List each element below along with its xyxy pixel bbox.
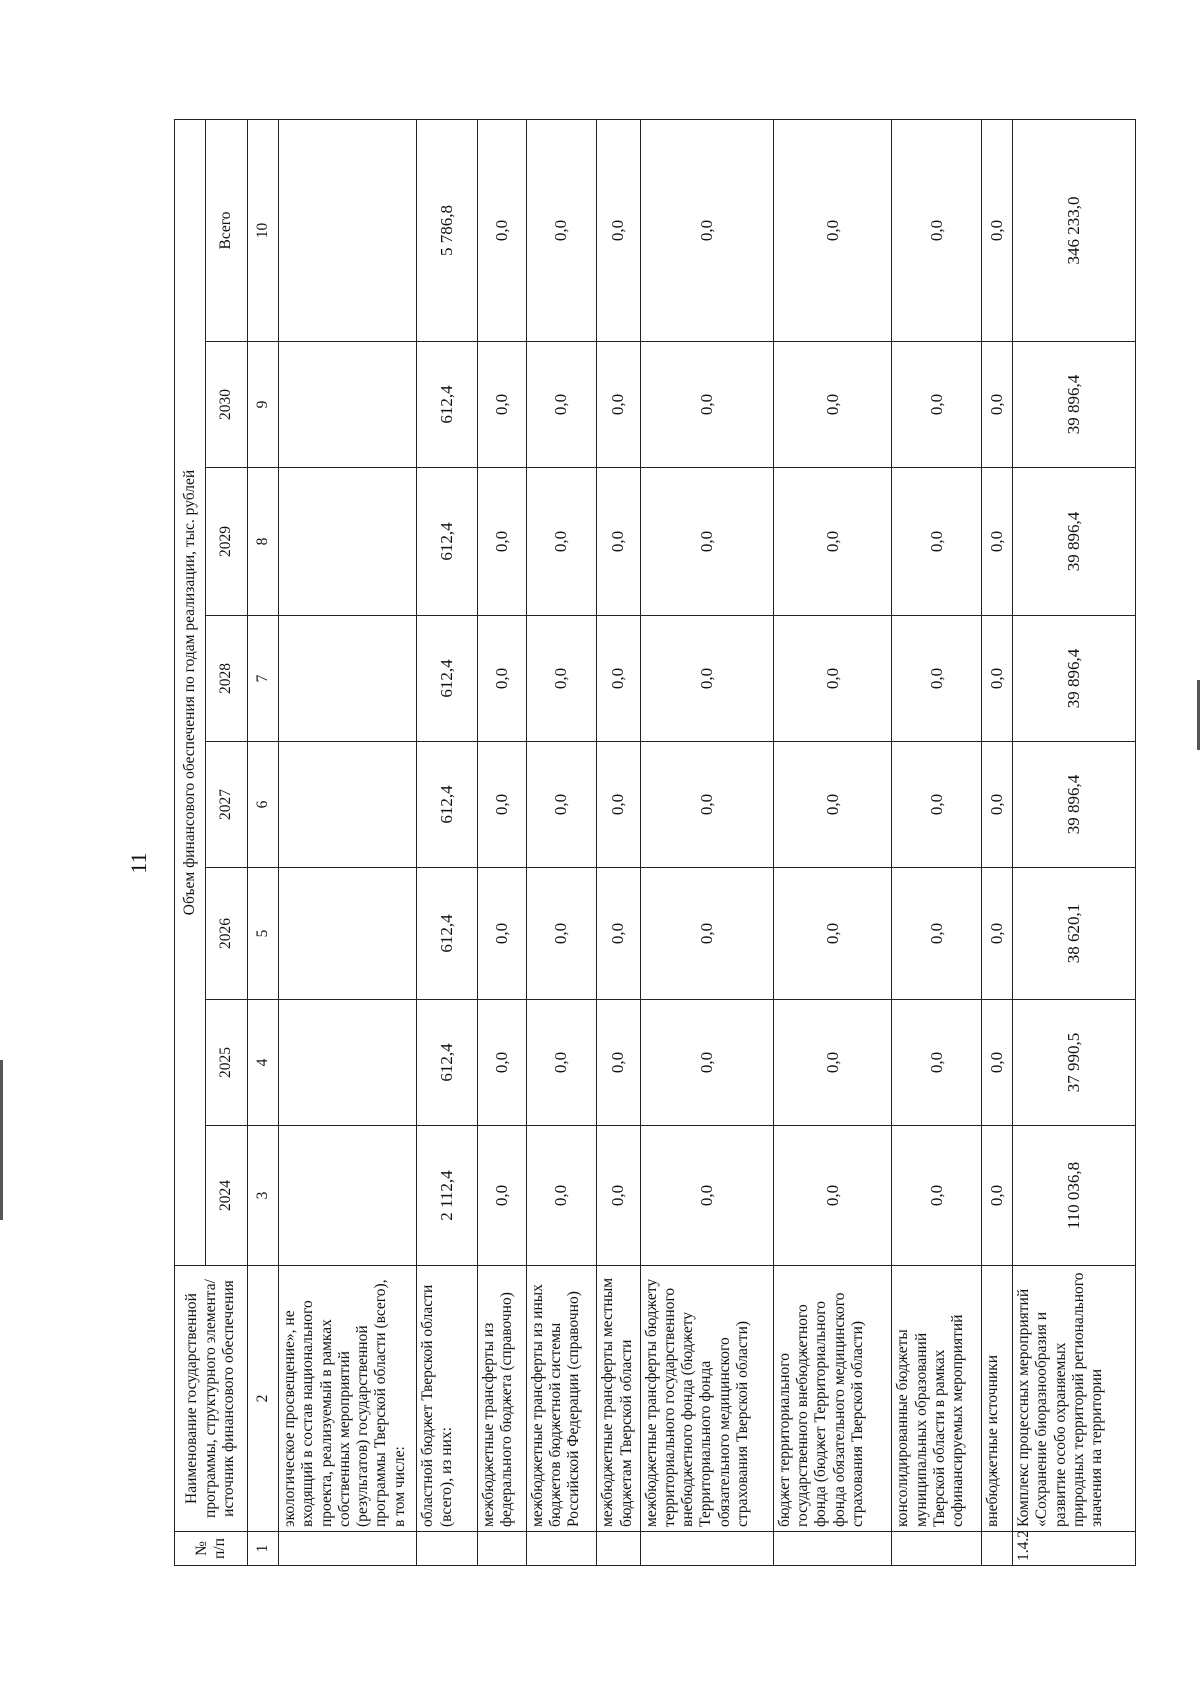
row-name: экологическое просвещение», не входящий в состав национального проекта, реализуемый в рамках собственных мероприятий (результатов) государственной программы Тверской области (всего), в том числе: <box>279 1266 417 1532</box>
row-number <box>417 1532 477 1566</box>
row-name: межбюджетные трансферты местным бюджетам Тверской области <box>597 1266 640 1532</box>
row-year-value <box>279 342 417 468</box>
row-year-value: 0,0 <box>597 742 640 868</box>
row-year-value: 0,0 <box>773 342 892 468</box>
header-total: Всего <box>206 120 248 342</box>
header-year-2024: 2024 <box>206 1126 248 1266</box>
row-number <box>477 1532 526 1566</box>
row-year-value <box>279 742 417 868</box>
row-year-value <box>279 616 417 742</box>
row-total-value: 0,0 <box>526 120 597 342</box>
row-name: межбюджетные трансферты бюджету территориального государственного внебюджетного фонда (бюджету Территориального фонда обязательного медицинского страхования Тверской области) <box>640 1266 773 1532</box>
row-year-value: 0,0 <box>773 1126 892 1266</box>
row-year-value: 0,0 <box>640 616 773 742</box>
table-row <box>477 120 526 1566</box>
row-number: 1.4.2 <box>1013 1532 1136 1566</box>
row-number <box>773 1532 892 1566</box>
row-year-value: 0,0 <box>597 1000 640 1126</box>
index-cell: 9 <box>247 342 278 468</box>
budget-table <box>174 119 1136 1566</box>
table-row <box>892 120 981 1566</box>
header-name: Наименование государственной программы, структурного элемента/источник финансового обеспечения <box>175 1266 248 1532</box>
index-cell: 4 <box>247 1000 278 1126</box>
row-year-value: 612,4 <box>417 868 477 1000</box>
row-year-value <box>279 1000 417 1126</box>
header-volume: Объем финансового обеспечения по годам реализации, тыс. рублей <box>175 120 206 1266</box>
row-year-value: 0,0 <box>477 468 526 616</box>
index-cell: 1 <box>247 1532 278 1566</box>
row-year-value: 0,0 <box>597 868 640 1000</box>
scan-mark <box>0 1060 3 1220</box>
row-year-value: 38 620,1 <box>1013 868 1136 1000</box>
row-year-value: 0,0 <box>526 742 597 868</box>
row-number <box>597 1532 640 1566</box>
header-year-2027: 2027 <box>206 742 248 868</box>
row-year-value: 612,4 <box>417 342 477 468</box>
row-year-value: 0,0 <box>477 1126 526 1266</box>
row-year-value: 0,0 <box>981 868 1012 1000</box>
row-year-value <box>279 868 417 1000</box>
row-year-value: 0,0 <box>892 1126 981 1266</box>
index-cell: 10 <box>247 120 278 342</box>
row-year-value: 0,0 <box>597 1126 640 1266</box>
row-name: Комплекс процессных мероприятий «Сохранение биоразнообразия и развитие особо охраняемых природных территорий регионального значения на территории <box>1013 1266 1136 1532</box>
row-name: областной бюджет Тверской области (всего), из них: <box>417 1266 477 1532</box>
header-year-2030: 2030 <box>206 342 248 468</box>
row-year-value: 0,0 <box>526 868 597 1000</box>
header-year-2026: 2026 <box>206 868 248 1000</box>
row-total-value: 0,0 <box>981 120 1012 342</box>
table-row <box>417 120 477 1566</box>
row-total-value: 5 786,8 <box>417 120 477 342</box>
index-cell: 7 <box>247 616 278 742</box>
row-year-value: 612,4 <box>417 742 477 868</box>
row-year-value: 0,0 <box>477 342 526 468</box>
row-total-value: 0,0 <box>597 120 640 342</box>
row-number <box>640 1532 773 1566</box>
row-year-value: 0,0 <box>640 868 773 1000</box>
row-year-value: 0,0 <box>981 616 1012 742</box>
header-year-2028: 2028 <box>206 616 248 742</box>
row-year-value: 0,0 <box>640 1126 773 1266</box>
row-year-value: 39 896,4 <box>1013 342 1136 468</box>
row-year-value: 612,4 <box>417 468 477 616</box>
row-name: межбюджетные трансферты из иных бюджетов бюджетной системы Российской Федерации (справочно) <box>526 1266 597 1532</box>
row-year-value: 0,0 <box>640 468 773 616</box>
row-year-value: 0,0 <box>773 468 892 616</box>
row-year-value: 0,0 <box>526 1126 597 1266</box>
row-year-value: 0,0 <box>773 616 892 742</box>
row-year-value: 39 896,4 <box>1013 616 1136 742</box>
table-row <box>279 120 417 1566</box>
row-number <box>526 1532 597 1566</box>
row-year-value: 0,0 <box>477 742 526 868</box>
row-year-value: 0,0 <box>526 1000 597 1126</box>
table-row <box>1013 120 1136 1566</box>
row-year-value: 0,0 <box>597 342 640 468</box>
row-year-value: 39 896,4 <box>1013 742 1136 868</box>
row-year-value: 0,0 <box>773 742 892 868</box>
row-total-value: 0,0 <box>640 120 773 342</box>
header-number: № п/п <box>175 1532 248 1566</box>
row-number <box>892 1532 981 1566</box>
row-total-value <box>279 120 417 342</box>
row-year-value: 0,0 <box>981 742 1012 868</box>
table-row <box>773 120 892 1566</box>
row-total-value: 0,0 <box>892 120 981 342</box>
row-year-value: 0,0 <box>640 342 773 468</box>
row-year-value: 0,0 <box>640 1000 773 1126</box>
row-year-value: 0,0 <box>892 342 981 468</box>
index-cell: 2 <box>247 1266 278 1532</box>
row-year-value: 0,0 <box>526 468 597 616</box>
row-year-value: 0,0 <box>526 342 597 468</box>
table-row <box>640 120 773 1566</box>
row-year-value: 0,0 <box>981 1000 1012 1126</box>
row-total-value: 0,0 <box>477 120 526 342</box>
row-year-value: 0,0 <box>597 468 640 616</box>
row-year-value <box>279 468 417 616</box>
header-year-2025: 2025 <box>206 1000 248 1126</box>
table-row <box>597 120 640 1566</box>
row-year-value: 0,0 <box>597 616 640 742</box>
row-year-value: 2 112,4 <box>417 1126 477 1266</box>
row-year-value: 0,0 <box>981 468 1012 616</box>
row-year-value: 0,0 <box>981 342 1012 468</box>
row-total-value: 0,0 <box>773 120 892 342</box>
row-year-value: 0,0 <box>773 1000 892 1126</box>
row-year-value: 0,0 <box>773 868 892 1000</box>
row-year-value: 0,0 <box>892 468 981 616</box>
table-row <box>981 120 1012 1566</box>
row-total-value: 346 233,0 <box>1013 120 1136 342</box>
row-year-value: 0,0 <box>892 868 981 1000</box>
index-cell: 5 <box>247 868 278 1000</box>
index-cell: 3 <box>247 1126 278 1266</box>
row-number <box>981 1532 1012 1566</box>
row-year-value: 612,4 <box>417 616 477 742</box>
page-number: 11 <box>126 852 151 874</box>
table-row <box>526 120 597 1566</box>
index-cell: 8 <box>247 468 278 616</box>
row-year-value: 0,0 <box>477 1000 526 1126</box>
row-year-value: 0,0 <box>526 616 597 742</box>
row-name: бюджет территориального государственного внебюджетного фонда (бюджет Территориального фонда обязательного медицинского страхования Тверской области) <box>773 1266 892 1532</box>
row-name: консолидированные бюджеты муниципальных образований Тверской области в рамках софинансируемых мероприятий <box>892 1266 981 1532</box>
row-year-value: 37 990,5 <box>1013 1000 1136 1126</box>
row-number <box>279 1532 417 1566</box>
row-year-value: 0,0 <box>892 1000 981 1126</box>
row-year-value: 110 036,8 <box>1013 1126 1136 1266</box>
index-cell: 6 <box>247 742 278 868</box>
row-year-value: 0,0 <box>640 742 773 868</box>
row-year-value: 0,0 <box>981 1126 1012 1266</box>
row-year-value <box>279 1126 417 1266</box>
row-year-value: 0,0 <box>892 742 981 868</box>
row-year-value: 0,0 <box>477 868 526 1000</box>
row-year-value: 39 896,4 <box>1013 468 1136 616</box>
row-name: межбюджетные трансферты из федерального бюджета (справочно) <box>477 1266 526 1532</box>
row-year-value: 0,0 <box>892 616 981 742</box>
row-year-value: 612,4 <box>417 1000 477 1126</box>
row-name: внебюджетные источники <box>981 1266 1012 1532</box>
header-year-2029: 2029 <box>206 468 248 616</box>
row-year-value: 0,0 <box>477 616 526 742</box>
rotated-table-container <box>174 120 1136 1566</box>
